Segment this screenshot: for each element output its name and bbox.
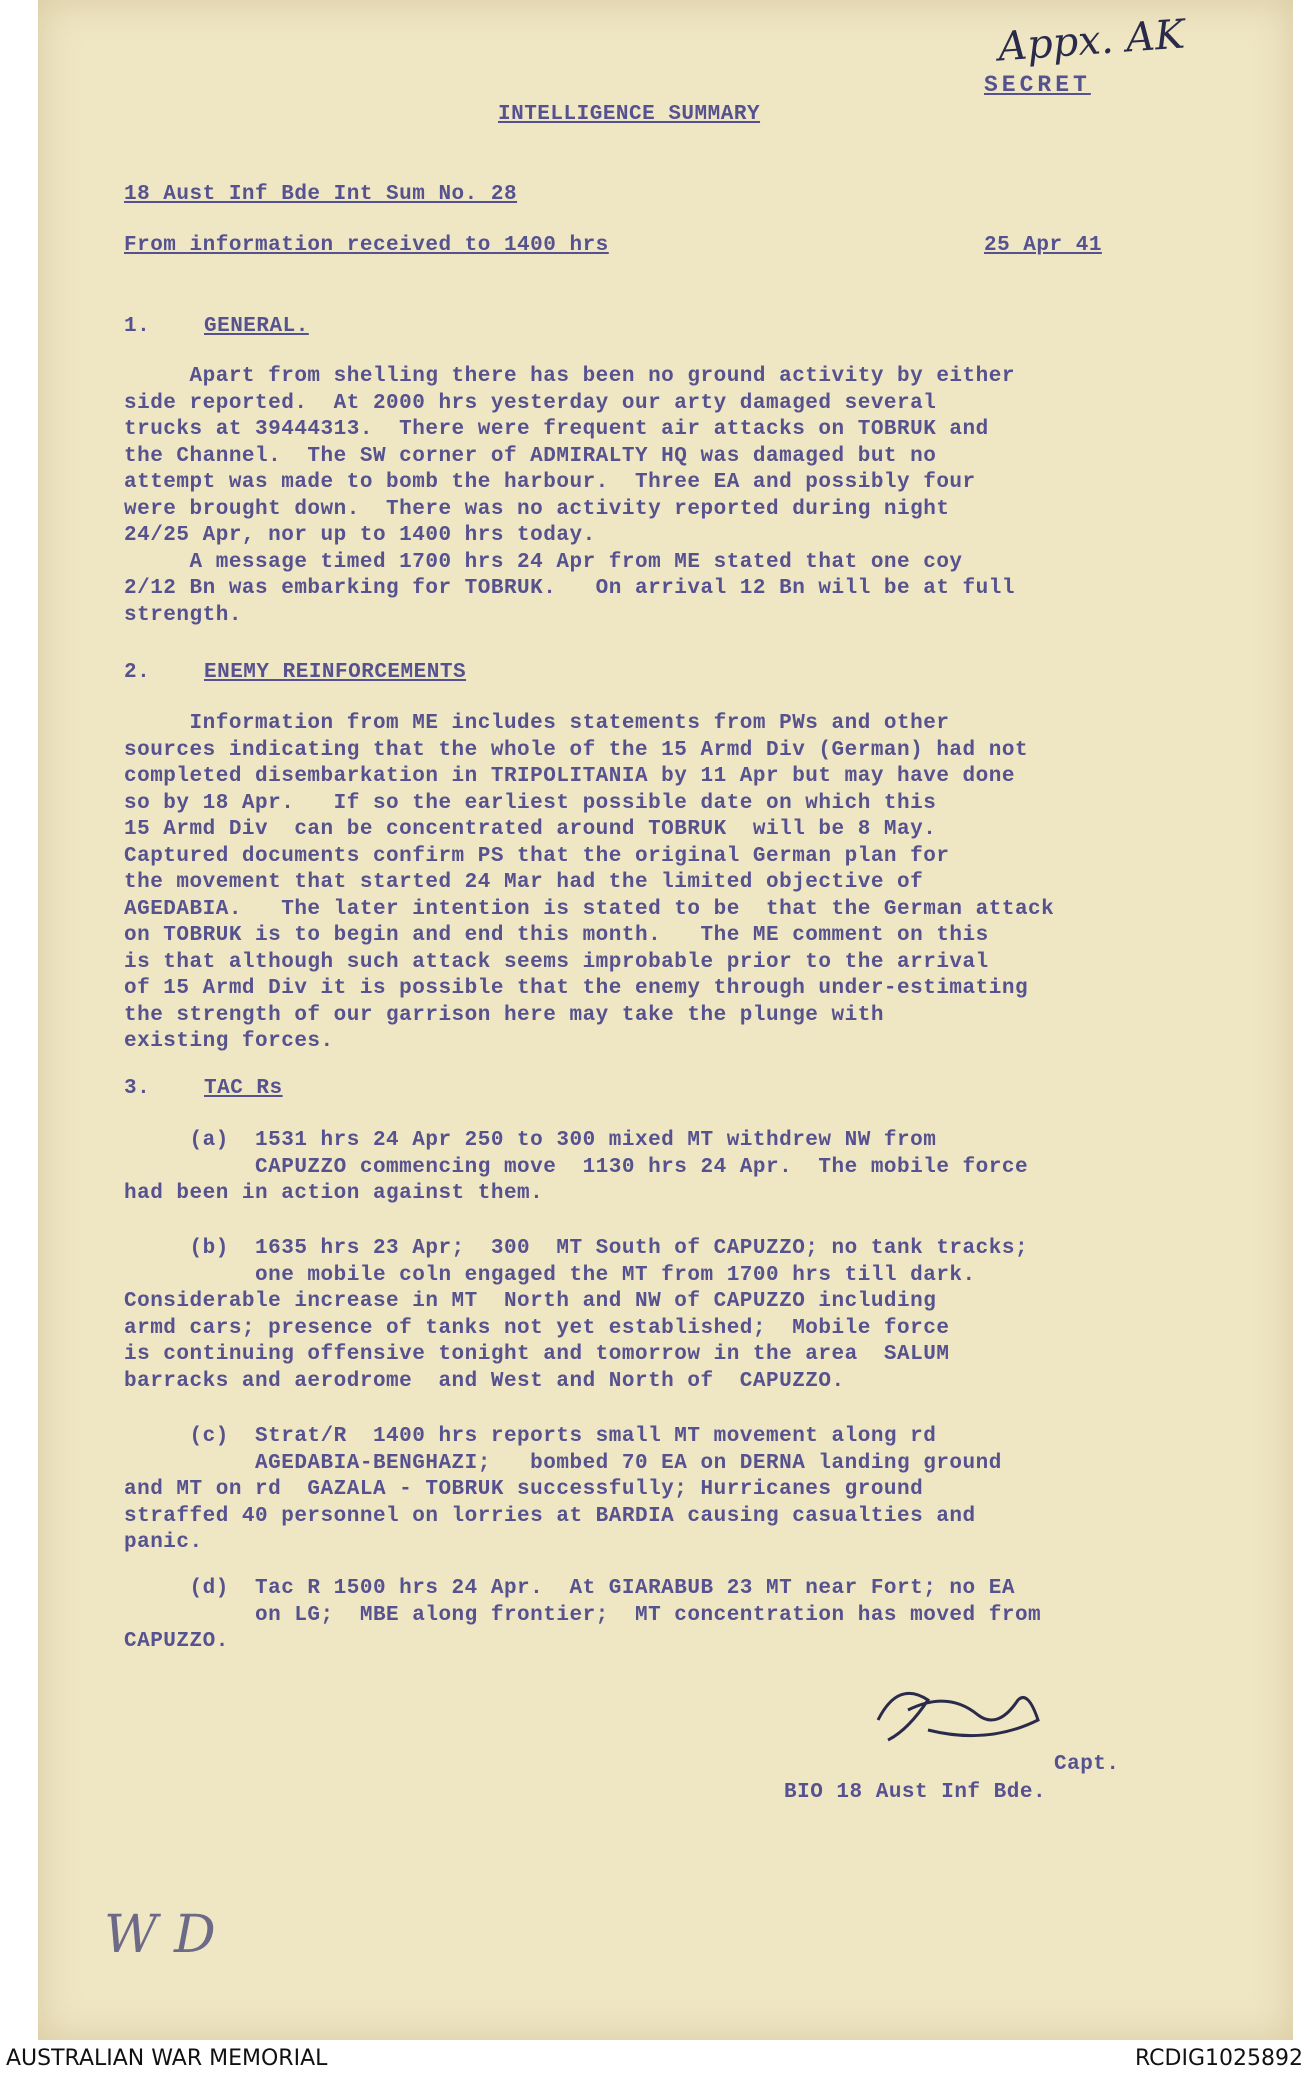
enemy-reinforcements-line: Information from ME includes statements from PWs and other [124, 712, 950, 735]
tacr-line: one mobile coln engaged the MT from 1700 hrs till dark. [124, 1263, 976, 1287]
tacr-line: (d) Tac R 1500 hrs 24 Apr. At GIARABUB 23 MT near Fort; no EA [124, 1577, 1015, 1600]
signature-office: BIO 18 Aust Inf Bde. [784, 1781, 1047, 1804]
section-1-body [124, 364, 1015, 629]
enemy-reinforcements-line: of 15 Armd Div it is possible that the enemy through under-estimating [124, 977, 1029, 1000]
tacr-item-d [124, 1576, 1041, 1656]
footer-archive-name: AUSTRALIAN WAR MEMORIAL [6, 2046, 328, 2071]
footer-record-id: RCDIG1025892 [1134, 2046, 1303, 2071]
section-2-number: 2. [124, 661, 151, 684]
document-title: INTELLIGENCE SUMMARY [498, 103, 761, 126]
section-3-number: 3. [124, 1077, 151, 1100]
general-line: A message timed 1700 hrs 24 Apr from ME stated that one coy [124, 550, 963, 574]
enemy-reinforcements-line: existing forces. [124, 1030, 334, 1053]
section-2-body [124, 711, 1054, 1056]
tacr-line: (c) Strat/R 1400 hrs reports small MT movement along rd [124, 1425, 937, 1448]
classification-label: SECRET [984, 72, 1091, 98]
general-line: the Channel. The SW corner of ADMIRALTY HQ was damaged but no [124, 444, 937, 468]
tacr-item-a [124, 1128, 1028, 1208]
general-line: were brought down. There was no activity reported during night [124, 497, 950, 521]
tacr-line: had been in action against them. [124, 1182, 544, 1205]
enemy-reinforcements-line: on TOBRUK is to begin and end this month. The ME comment on this [124, 924, 989, 947]
signature-rank: Capt. [1054, 1753, 1120, 1776]
tacr-line: AGEDABIA-BENGHAZI; bombed 70 EA on DERNA landing ground [124, 1451, 1002, 1475]
enemy-reinforcements-line: AGEDABIA. The later intention is stated to be that the German attack [124, 897, 1055, 921]
enemy-reinforcements-line: so by 18 Apr. If so the earliest possible date on which this [124, 791, 937, 815]
general-line: attempt was made to bomb the harbour. Three EA and possibly four [124, 471, 976, 494]
section-1-heading: GENERAL. [204, 315, 309, 338]
tacr-line: CAPUZZO commencing move 1130 hrs 24 Apr. The mobile force [124, 1155, 1029, 1179]
report-date: 25 Apr 41 [984, 234, 1102, 257]
tacr-line: (a) 1531 hrs 24 Apr 250 to 300 mixed MT withdrew NW from [124, 1129, 937, 1152]
enemy-reinforcements-line: the strength of our garrison here may take the plunge with [124, 1003, 884, 1027]
general-line: strength. [124, 603, 242, 627]
appendix-annotation: Appx. AK [996, 11, 1187, 71]
info-line: From information received to 1400 hrs [124, 234, 609, 257]
general-line: Apart from shelling there has been no ground activity by either [124, 365, 1015, 388]
enemy-reinforcements-line: sources indicating that the whole of the 15 Armd Div (German) had not [124, 738, 1029, 762]
enemy-reinforcements-line: completed disembarkation in TRIPOLITANIA by 11 Apr but may have done [124, 765, 1015, 788]
signature-mark [868, 1670, 1068, 1750]
enemy-reinforcements-line: the movement that started 24 Mar had the limited objective of [124, 871, 924, 894]
general-line: side reported. At 2000 hrs yesterday our arty damaged several [124, 391, 937, 415]
tacr-line: CAPUZZO. [124, 1630, 229, 1653]
tacr-item-c [124, 1424, 1002, 1557]
document-page [38, 0, 1293, 2040]
tacr-line: Considerable increase in MT North and NW of CAPUZZO including [124, 1290, 937, 1313]
tacr-line: armd cars; presence of tanks not yet established; Mobile force [124, 1316, 950, 1340]
section-3-heading: TAC Rs [204, 1077, 283, 1100]
tacr-line: barracks and aerodrome and West and North of CAPUZZO. [124, 1369, 845, 1393]
tacr-line: straffed 40 personnel on lorries at BARDIA causing casualties and [124, 1504, 976, 1528]
tacr-line: (b) 1635 hrs 23 Apr; 300 MT South of CAPUZZO; no tank tracks; [124, 1237, 1029, 1260]
tacr-line: and MT on rd GAZALA - TOBRUK successfully; Hurricanes ground [124, 1478, 924, 1501]
margin-note: W D [104, 1905, 216, 1965]
general-line: 2/12 Bn was embarking for TOBRUK. On arrival 12 Bn will be at full [124, 577, 1015, 600]
enemy-reinforcements-line: Captured documents confirm PS that the original German plan for [124, 844, 950, 868]
tacr-item-b [124, 1236, 1028, 1395]
enemy-reinforcements-line: is that although such attack seems improbable prior to the arrival [124, 950, 989, 974]
tacr-line: on LG; MBE along frontier; MT concentration has moved from [124, 1603, 1042, 1627]
section-2-heading: ENEMY REINFORCEMENTS [204, 661, 467, 684]
tacr-line: panic. [124, 1531, 203, 1554]
unit-line: 18 Aust Inf Bde Int Sum No. 28 [124, 183, 518, 206]
section-1-number: 1. [124, 315, 151, 338]
general-line: 24/25 Apr, nor up to 1400 hrs today. [124, 524, 596, 547]
enemy-reinforcements-line: 15 Armd Div can be concentrated around TOBRUK will be 8 May. [124, 818, 937, 841]
general-line: trucks at 39444313. There were frequent air attacks on TOBRUK and [124, 418, 989, 441]
tacr-line: is continuing offensive tonight and tomorrow in the area SALUM [124, 1343, 950, 1366]
